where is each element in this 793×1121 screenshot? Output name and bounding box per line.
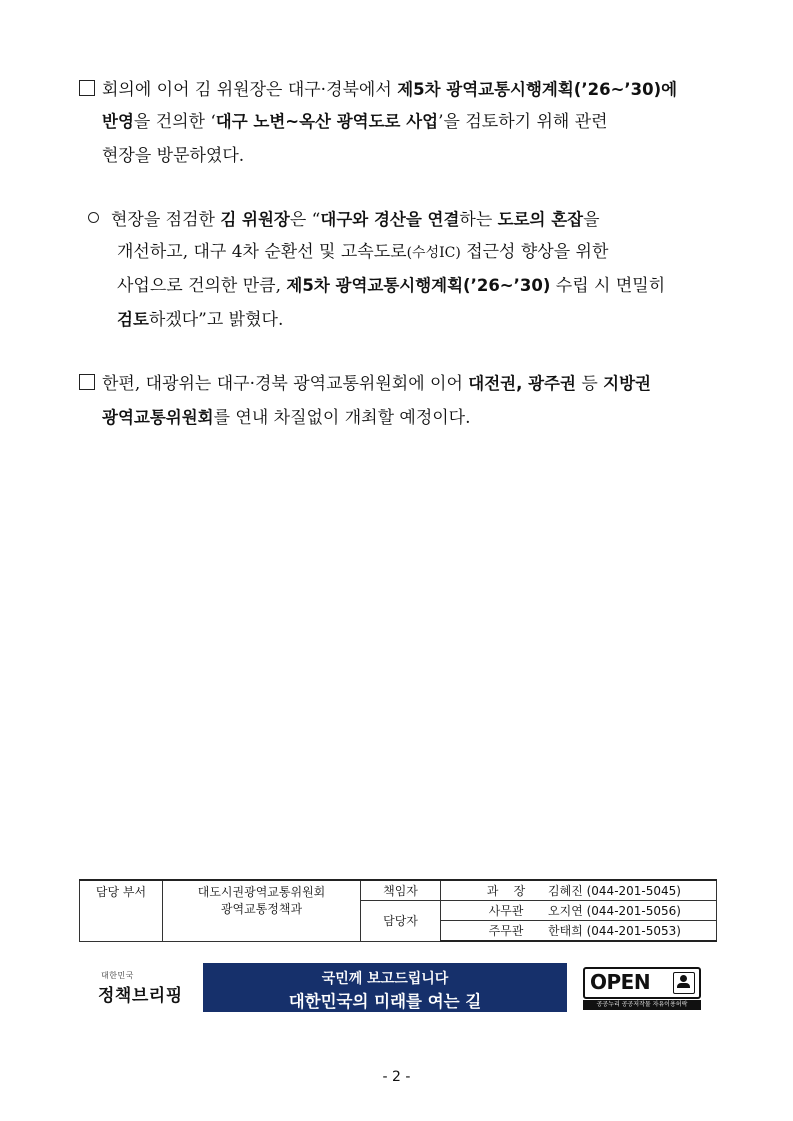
page-number: - 2 - xyxy=(382,1069,411,1085)
circle-bullet-icon xyxy=(88,212,99,223)
p3-line-2: 광역교통위원회를 연내 차질없이 개최할 예정이다. xyxy=(102,408,471,428)
contact-row-manager xyxy=(80,880,717,901)
p2-line-3: 사업으로 건의한 만큼, 제5차 광역교통시행계획(’26~’30) 수립 시 면밀히 xyxy=(117,276,666,296)
policy-briefing-logo: 대한민국 정책브리핑 xyxy=(98,971,183,1006)
manager-label: 책임자 xyxy=(361,880,441,901)
contact-person-cell: 사무관 오지연 (044-201-5056) xyxy=(441,901,717,921)
contact-table xyxy=(79,879,717,942)
open-license-mark: OPEN 공공누리 공공저작물 자유이용허락 xyxy=(583,967,701,1011)
square-bullet-icon xyxy=(79,374,95,390)
p1-line-1: 회의에 이어 김 위원장은 대구·경북에서 제5차 광역교통시행계획(’26~’30)에 xyxy=(79,75,677,100)
contact-person-cell: 과 장 김혜진 (044-201-5045) xyxy=(441,880,717,901)
p2-line-4: 검토하겠다”고 밝혔다. xyxy=(117,310,284,330)
p3-line-1: 한편, 대광위는 대구·경북 광역교통위원회에 이어 대전권, 광주권 등 지방권 xyxy=(79,369,651,394)
square-bullet-icon xyxy=(79,80,95,96)
staff-label: 담당자 xyxy=(361,901,441,942)
contact-person-cell: 주무관 한태희 (044-201-5053) xyxy=(441,921,717,942)
p1-line-3: 현장을 방문하였다. xyxy=(102,146,245,166)
dept-label: 담당 부서 xyxy=(80,880,163,941)
dept-name: 대도시권광역교통위원회 광역교통정책과 xyxy=(163,880,361,941)
p2-line-2: 개선하고, 대구 4차 순환선 및 고속도로(수성IC) 접근성 향상을 위한 xyxy=(117,242,609,262)
report-banner: 국민께 보고드립니다 대한민국의 미래를 여는 길 xyxy=(203,963,567,1012)
p2-line-1: 현장을 점검한 김 위원장은 “대구와 경산을 연결하는 도로의 혼잡을 xyxy=(88,205,600,230)
p1-line-2: 반영을 건의한 ‘대구 노변~옥산 광역도로 사업’을 검토하기 위해 관련 xyxy=(102,112,608,132)
person-icon xyxy=(673,972,695,994)
policy-briefing-logo-text: 정책브리핑 xyxy=(98,986,183,1006)
